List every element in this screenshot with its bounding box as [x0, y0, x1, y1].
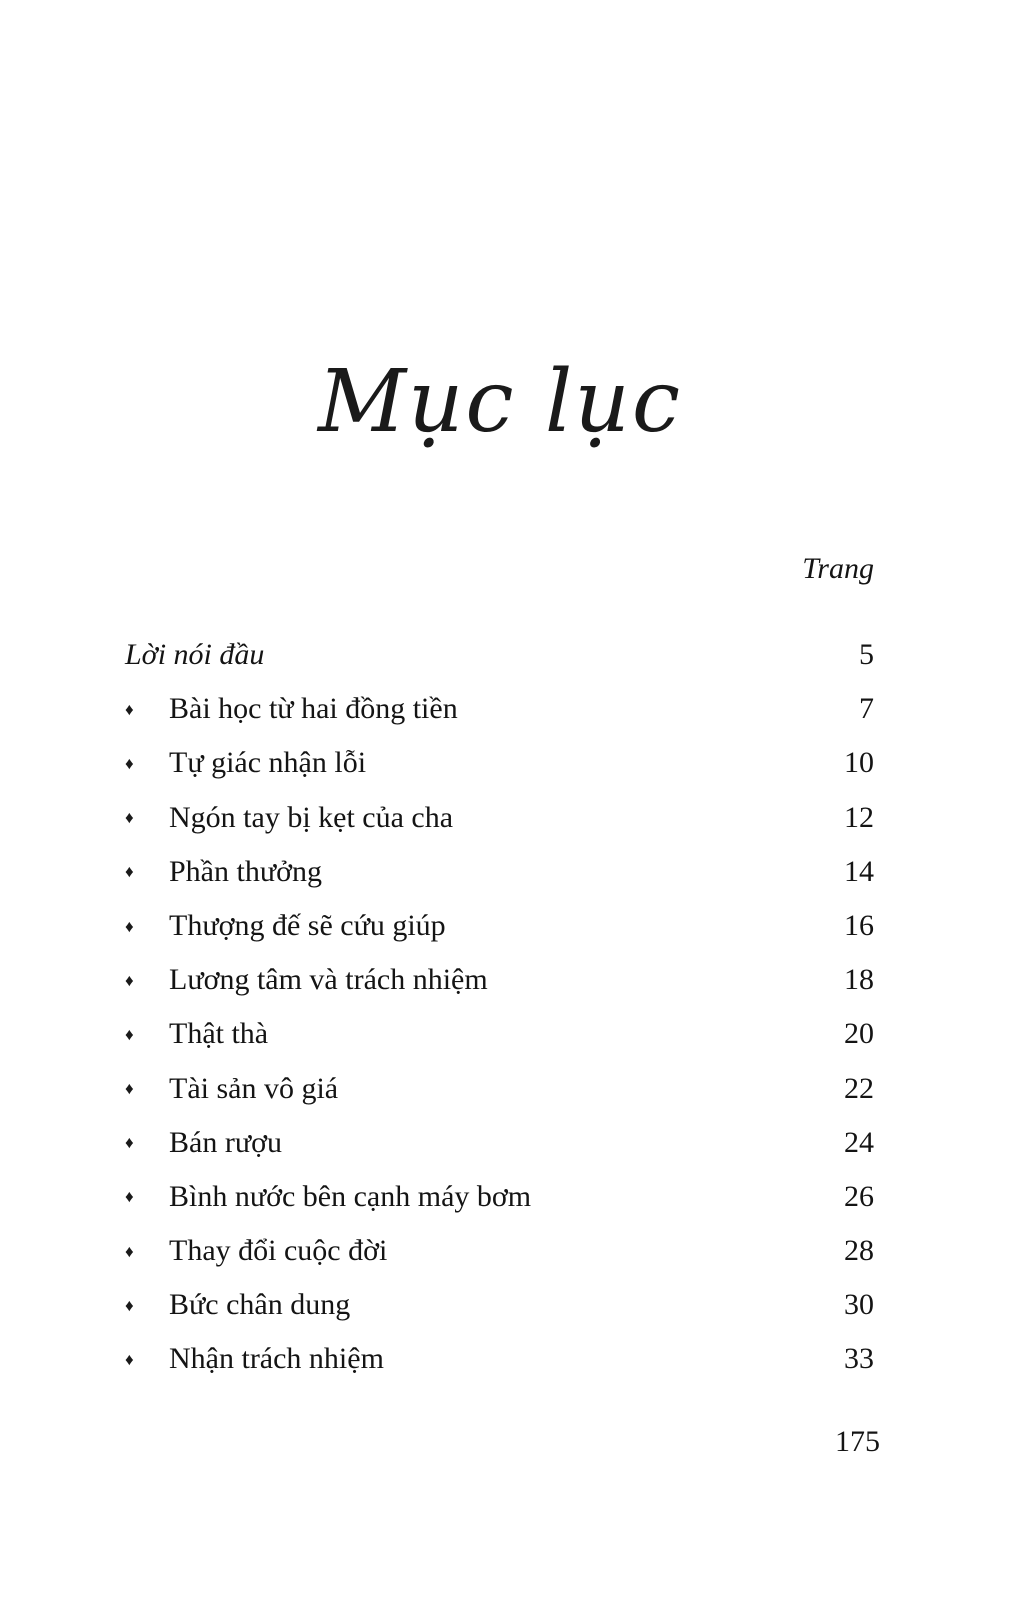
toc-entry-label: Tài sản vô giá [169, 1071, 339, 1105]
toc-entry-page-number: 26 [844, 1179, 874, 1213]
toc-entry-row [125, 1170, 874, 1224]
diamond-bullet-icon: ♦ [125, 808, 134, 828]
toc-entry-label: Bán rượu [169, 1125, 282, 1159]
toc-entry-row [125, 953, 874, 1007]
toc-intro-row [125, 628, 874, 682]
toc-entry-page-number: 18 [844, 963, 874, 997]
toc-entry-label: Bài học từ hai đồng tiền [169, 692, 458, 726]
column-header-trang: Trang [802, 552, 874, 585]
toc-entry-page-number: 16 [844, 908, 874, 942]
diamond-bullet-icon: ♦ [125, 1187, 134, 1207]
toc-entry-label: Ngón tay bị kẹt của cha [169, 800, 454, 834]
toc-entry-label: Thật thà [169, 1017, 269, 1051]
toc-entry-row [125, 682, 874, 736]
toc-entry-page-number: 10 [844, 746, 874, 780]
toc-entry-row [125, 1062, 874, 1116]
toc-entry-label: Lương tâm và trách nhiệm [169, 963, 488, 997]
toc-entry-row [125, 736, 874, 790]
toc-entry-label: Thượng đế sẽ cứu giúp [169, 908, 446, 942]
toc-entry-page-number: 30 [844, 1288, 874, 1322]
toc-entry-row [125, 1116, 874, 1170]
toc-entry-row [125, 899, 874, 953]
toc-entry-label: Thay đổi cuộc đời [169, 1234, 388, 1268]
toc-entry-label: Bức chân dung [169, 1288, 351, 1322]
page-number: 175 [835, 1425, 880, 1458]
toc-entry-label: Bình nước bên cạnh máy bơm [169, 1179, 532, 1213]
toc-entry-row [125, 1332, 874, 1386]
toc-entry-row [125, 1278, 874, 1332]
diamond-bullet-icon: ♦ [125, 916, 134, 936]
diamond-bullet-icon: ♦ [125, 1024, 134, 1044]
toc-intro-label: Lời nói đầu [125, 638, 265, 671]
diamond-bullet-icon: ♦ [125, 753, 134, 773]
toc-entry-row [125, 791, 874, 845]
toc-entry-page-number: 22 [844, 1071, 874, 1105]
diamond-bullet-icon: ♦ [125, 1350, 134, 1370]
toc-entry-page-number: 12 [844, 800, 874, 834]
toc-entry-label: Nhận trách nhiệm [169, 1342, 384, 1376]
diamond-bullet-icon: ♦ [125, 1295, 134, 1315]
toc-entry-page-number: 14 [844, 854, 874, 888]
toc-entry-row [125, 1224, 874, 1278]
toc-entry-page-number: 33 [844, 1342, 874, 1376]
toc-entry-page-number: 20 [844, 1017, 874, 1051]
diamond-bullet-icon: ♦ [125, 1133, 134, 1153]
toc-entry-label: Phần thưởng [169, 854, 322, 888]
toc-entry-page-number: 24 [844, 1125, 874, 1159]
toc-entry-row [125, 845, 874, 899]
diamond-bullet-icon: ♦ [125, 699, 134, 719]
toc-entry-label: Tự giác nhận lỗi [169, 746, 367, 780]
toc-entry-page-number: 28 [844, 1234, 874, 1268]
toc-entry-page-number: 7 [859, 692, 874, 726]
diamond-bullet-icon: ♦ [125, 970, 134, 990]
toc-entries [125, 682, 874, 1386]
diamond-bullet-icon: ♦ [125, 1079, 134, 1099]
diamond-bullet-icon: ♦ [125, 1241, 134, 1261]
toc-entry-row [125, 1007, 874, 1061]
toc-intro-page-number: 5 [859, 638, 874, 671]
diamond-bullet-icon: ♦ [125, 862, 134, 882]
page-title: Mục lục [317, 352, 682, 452]
toc-list [125, 628, 874, 1387]
